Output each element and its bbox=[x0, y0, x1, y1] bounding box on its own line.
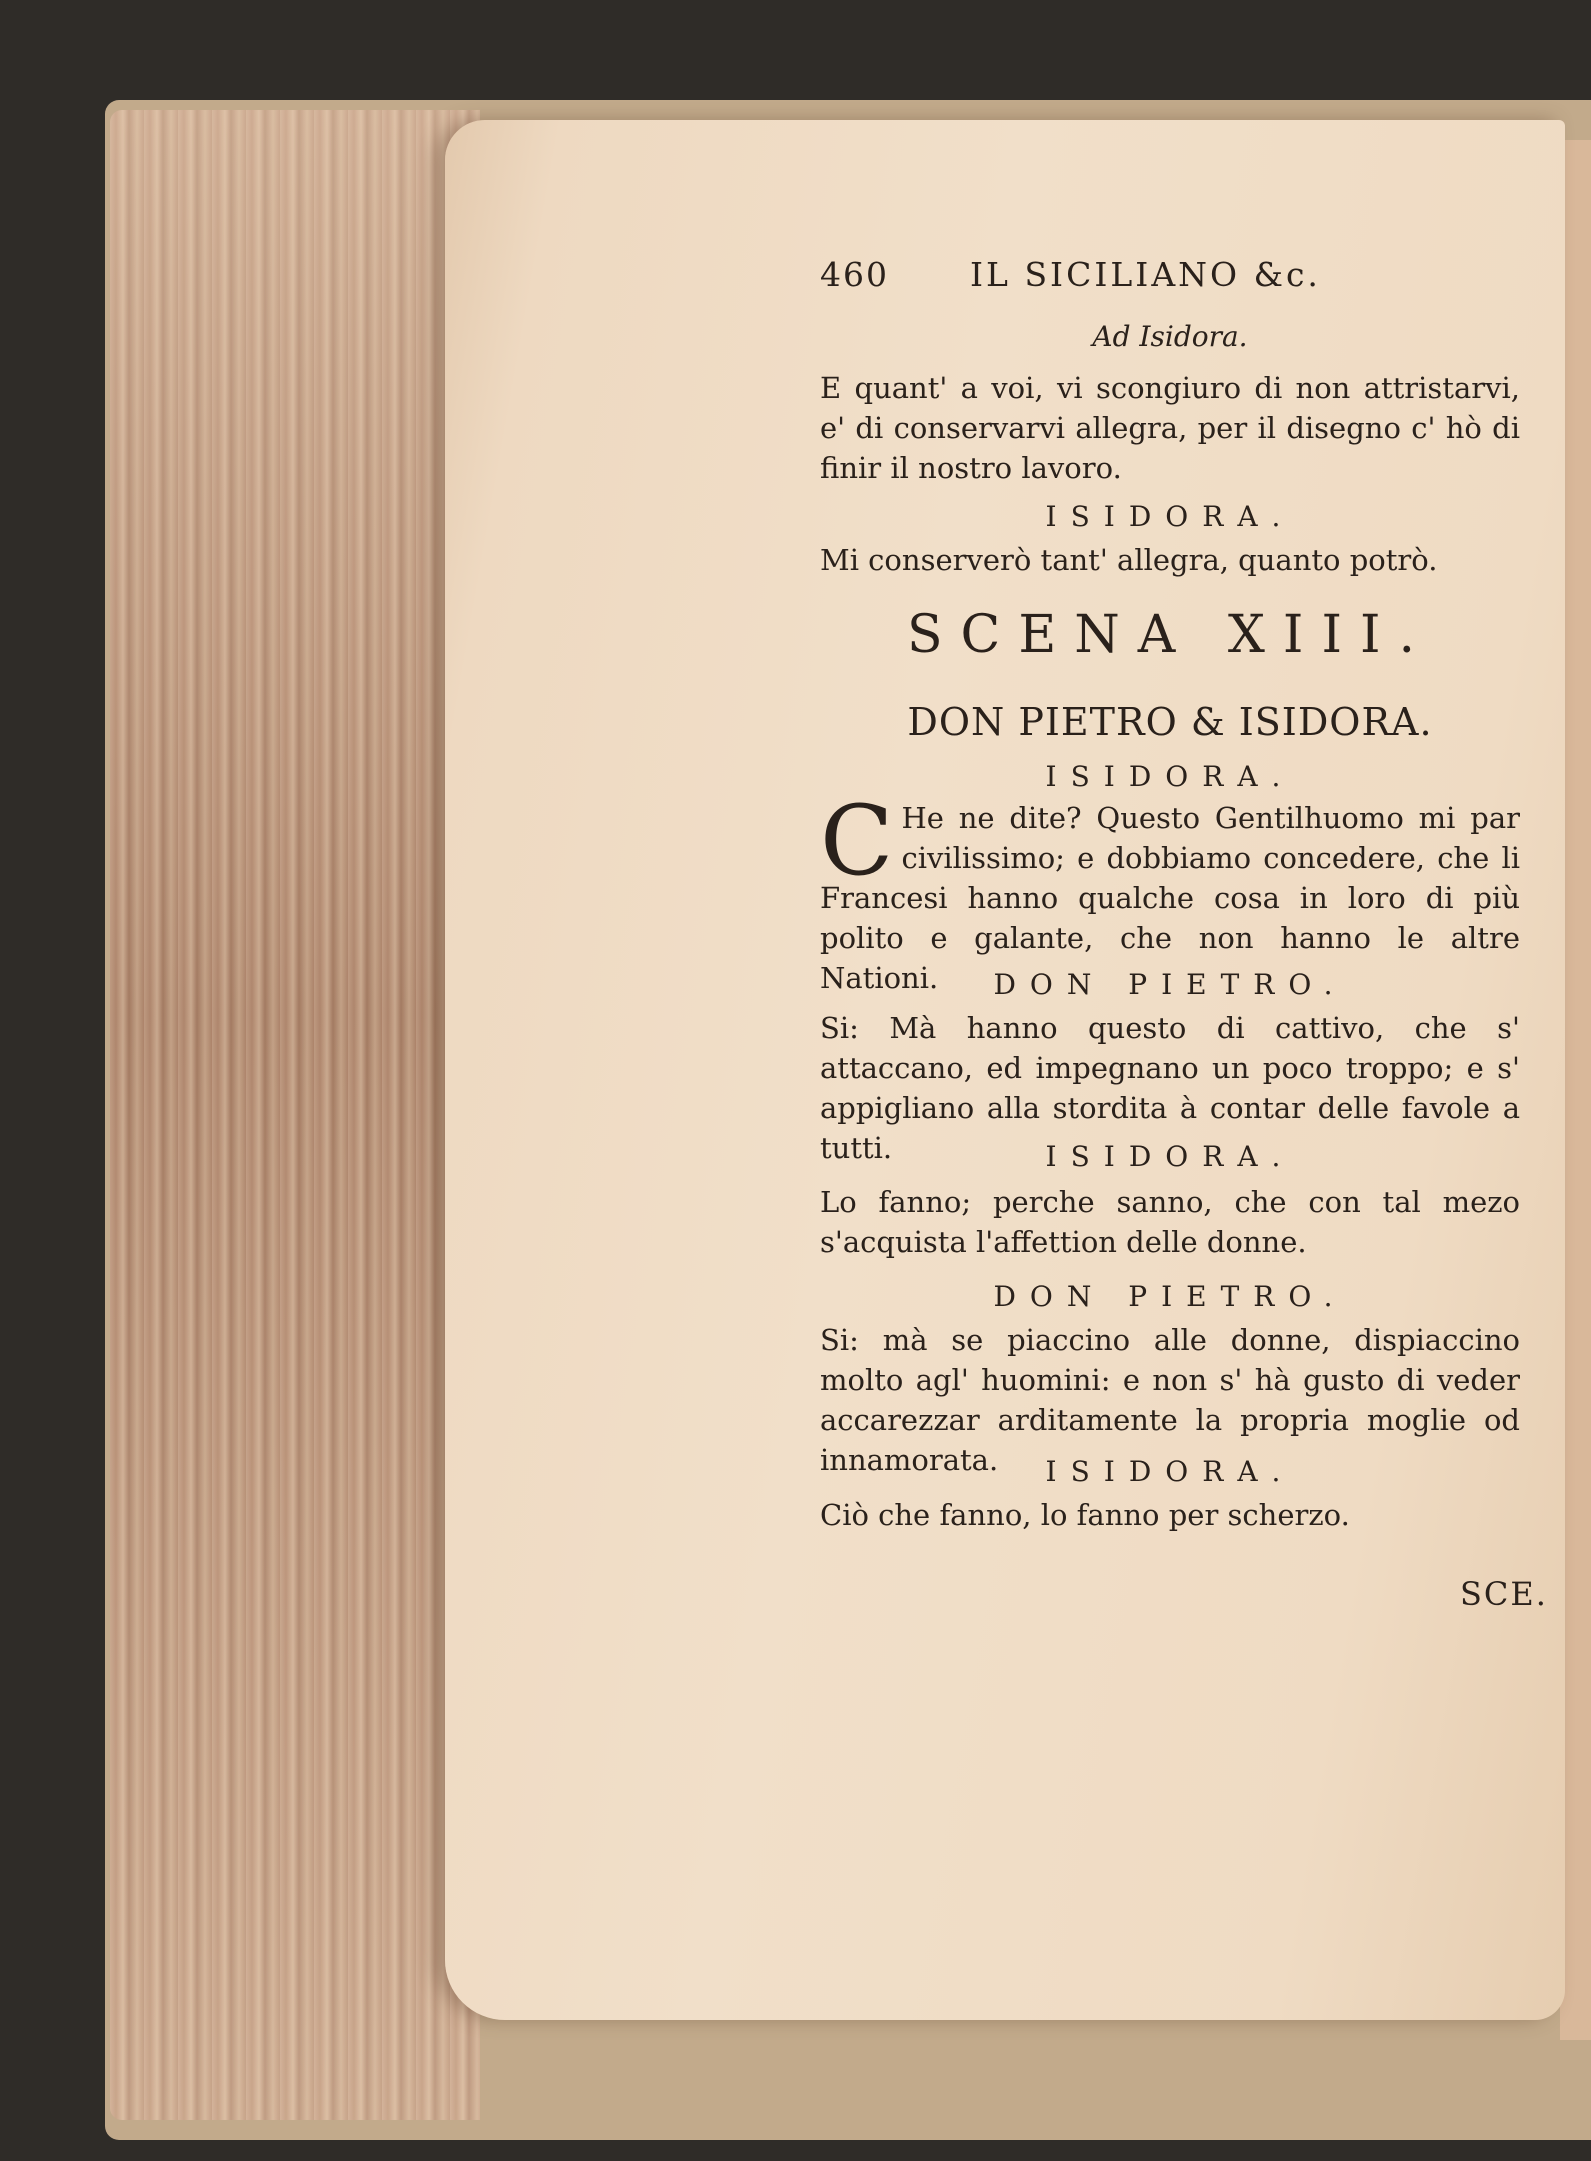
speaker-isidora-3: ISIDORA. bbox=[1045, 1140, 1295, 1173]
paragraph-3-text: He ne dite? Questo Gentilhuomo mi par civilissimo; e dobbiamo concedere, che li Francesi hanno qualche cosa in loro di più polito e galante, che non hanno le altre Nationi. bbox=[820, 801, 1520, 995]
paragraph-1: E quant' a voi, vi scongiuro di non attristarvi, e' di conservarvi allegra, per il disegno c' hò di finir il nostro lavoro. bbox=[820, 371, 1520, 485]
running-title: IL SICILIANO &c. bbox=[970, 255, 1321, 294]
speaker-isidora-1: ISIDORA. bbox=[1045, 500, 1295, 533]
stage-direction: Ad Isidora. bbox=[1092, 320, 1248, 353]
paragraph-4: Si: Mà hanno questo di cattivo, che s' attaccano, ed impegnano un poco troppo; e s' appigliano alla stordita à contar delle favole a tutti. bbox=[820, 1011, 1520, 1165]
speaker-don-pietro-1: DON PIETRO. bbox=[993, 968, 1347, 1001]
speaker-isidora-2: ISIDORA. bbox=[1045, 760, 1295, 793]
paragraph-5: Lo fanno; perche sanno, che con tal mezo s'acquista l'affettion delle donne. bbox=[820, 1185, 1520, 1259]
running-header bbox=[820, 255, 1520, 305]
scene-characters: DON PIETRO & ISIDORA. bbox=[907, 700, 1433, 744]
paragraph-7: Ciò che fanno, lo fanno per scherzo. bbox=[820, 1498, 1350, 1532]
catchword: SCE. bbox=[1460, 1575, 1548, 1613]
page-number: 460 bbox=[820, 255, 889, 294]
speaker-don-pietro-2: DON PIETRO. bbox=[993, 1280, 1347, 1313]
paragraph-6: Si: mà se piaccino alle donne, dispiaccino molto agl' huomini: e non s' hà gusto di veder accarezzar arditamente la propria moglie od innamorata. bbox=[820, 1323, 1520, 1477]
drop-cap: C bbox=[820, 785, 894, 897]
page-edges bbox=[110, 110, 480, 2120]
paragraph-2: Mi conserverò tant' allegra, quanto potrò. bbox=[820, 543, 1438, 577]
speaker-isidora-4: ISIDORA. bbox=[1045, 1455, 1295, 1488]
scene-title: SCENA XIII. bbox=[906, 605, 1434, 665]
